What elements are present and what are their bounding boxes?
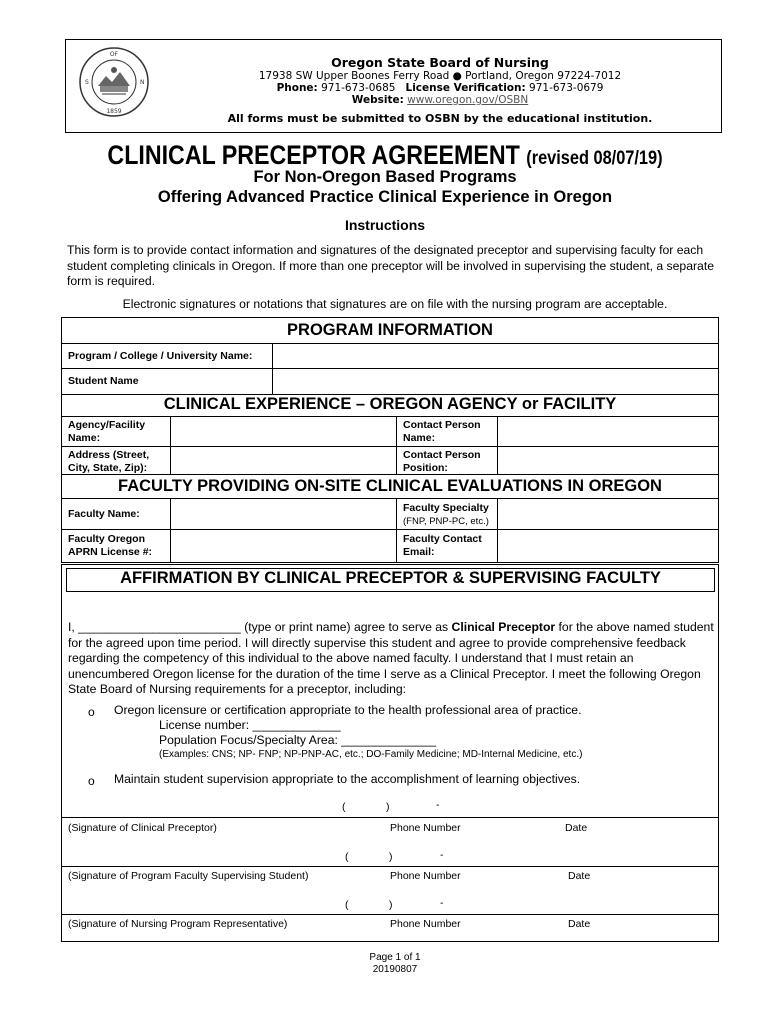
program-name-field[interactable]: [273, 344, 718, 368]
org-name: Oregon State Board of Nursing: [331, 55, 549, 70]
subtitle-2: Offering Advanced Practice Clinical Experience in Oregon: [157, 188, 613, 206]
page-footer: [0, 952, 770, 976]
page-number: Page 1 of 1: [369, 952, 421, 963]
faculty-contact-email-field[interactable]: [498, 530, 718, 563]
agency-name-label: Agency/Facility Name:: [68, 419, 146, 444]
faculty-name-label: Faculty Name:: [68, 508, 140, 520]
bullet-1-mark: o: [88, 705, 95, 719]
preceptor-phone-label: Phone Number: [390, 822, 461, 834]
program-rep-signature-label: (Signature of Nursing Program Representative): [68, 918, 288, 930]
page-title: CLINICAL PRECEPTOR AGREEMENT (revised 08/07/19): [107, 140, 663, 170]
form-code: 20190807: [372, 964, 418, 975]
contact-person-position-label: Contact Person Position:: [403, 449, 481, 474]
contact-person-name-field[interactable]: [498, 417, 718, 445]
preceptor-signature-field[interactable]: [65, 796, 715, 816]
faculty-phone-label: Phone Number: [390, 870, 461, 882]
faculty-signature-field[interactable]: [65, 845, 715, 865]
license-number-line: License number: _____________: [159, 718, 341, 732]
faculty-name-field[interactable]: [171, 499, 396, 529]
org-website-line: Website: www.oregon.gov/OSBN: [351, 94, 529, 106]
faculty-section-title: FACULTY PROVIDING ON-SITE CLINICAL EVALUATIONS IN OREGON: [118, 477, 662, 495]
address-label: Address (Street, City, State, Zip):: [68, 449, 150, 474]
faculty-specialty-field[interactable]: [498, 499, 718, 529]
program-rep-phone-label: Phone Number: [390, 918, 461, 930]
bullet-1-text: Oregon licensure or certification appropriate to the health professional area of practice.: [114, 703, 582, 717]
preceptor-date-label: Date: [565, 822, 588, 834]
student-name-label: Student Name: [68, 375, 139, 387]
program-rep-date-label: Date: [568, 918, 591, 930]
bullet-2-text: Maintain student supervision appropriate to the accomplishment of learning objectives.: [114, 772, 581, 786]
esignature-note: Electronic signatures or notations that signatures are on file with the nursing program are acceptable.: [122, 297, 668, 311]
address-field[interactable]: [171, 447, 396, 474]
intro-paragraph: This form is to provide contact information and signatures of the designated preceptor and supervising faculty for each student completing clinicals in Oregon. If more than one preceptor will be involved in supervising the student, a separate form is required.: [67, 243, 714, 288]
faculty-signature-label: (Signature of Program Faculty Supervising Student): [68, 870, 309, 882]
program-rep-signature-field[interactable]: [65, 893, 715, 913]
svg-text:S: S: [85, 79, 89, 86]
affirmation-paragraph: I, ________________________ (type or print name) agree to serve as Clinical Preceptor for the above named student for the agreed upon time period. I will directly supervise this student and agree to provide comprehensive feedback regarding the competency of this individual to the above named faculty. I understand that I must retain an unencumbered Oregon license for the duration of the time I serve as a Clinical Preceptor. I meet the following Oregon State Board of Nursing requirements for a preceptor, including:: [68, 620, 714, 696]
contact-person-position-field[interactable]: [498, 447, 718, 474]
preceptor-signature-label: (Signature of Clinical Preceptor): [68, 822, 217, 834]
population-focus-line: Population Focus/Specialty Area: ______________: [159, 733, 437, 747]
faculty-license-label: Faculty Oregon APRN License #:: [68, 533, 153, 558]
oregon-state-seal-icon: [78, 46, 150, 118]
affirmation-title: AFFIRMATION BY CLINICAL PRECEPTOR & SUPERVISING FACULTY: [120, 569, 661, 587]
program-section-title: PROGRAM INFORMATION: [287, 321, 493, 339]
faculty-specialty-label: Faculty Specialty (FNP, PNP-PC, etc.): [403, 502, 489, 527]
examples-note: (Examples: CNS; NP- FNP; NP-PNP-AC, etc.; DO-Family Medicine; MD-Internal Medicine, etc.): [159, 749, 583, 760]
org-phone-line: Phone: 971-673-0685 License Verification: 971-673-0679: [276, 82, 604, 94]
website-link[interactable]: www.oregon.gov/OSBN: [407, 94, 529, 106]
org-address: 17938 SW Upper Boones Ferry Road ● Portland, Oregon 97224-7012: [258, 70, 622, 82]
faculty-license-field[interactable]: [171, 530, 396, 563]
svg-text:OF: OF: [109, 51, 119, 58]
faculty-contact-email-label: Faculty Contact Email:: [403, 533, 482, 558]
bullet-2-mark: o: [88, 774, 95, 788]
svg-text:1859: 1859: [106, 108, 122, 115]
clinical-section-title: CLINICAL EXPERIENCE – OREGON AGENCY or FACILITY: [163, 395, 617, 413]
student-name-field[interactable]: [273, 369, 718, 394]
subtitle-1: For Non-Oregon Based Programs: [253, 168, 517, 186]
program-name-label: Program / College / University Name:: [68, 350, 253, 362]
faculty-date-label: Date: [568, 870, 591, 882]
svg-text:N: N: [140, 79, 145, 86]
submission-note: All forms must be submitted to OSBN by the educational institution.: [227, 112, 653, 125]
agency-name-field[interactable]: [171, 417, 396, 445]
contact-person-name-label: Contact Person Name:: [403, 419, 481, 444]
instructions-heading: Instructions: [344, 217, 426, 233]
